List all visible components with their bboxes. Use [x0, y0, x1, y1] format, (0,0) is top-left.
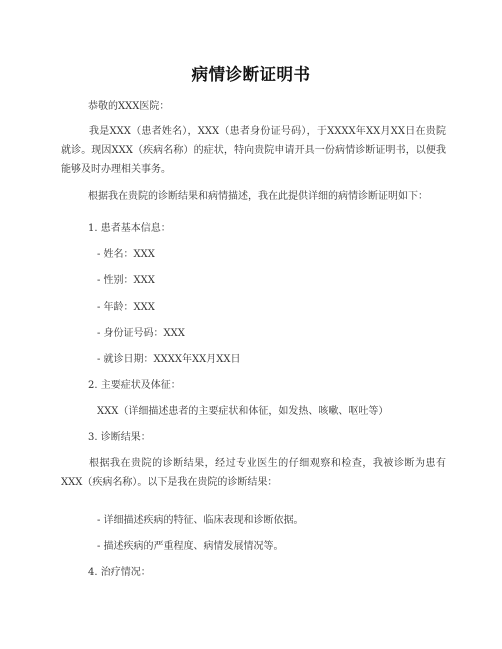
diagnosis-point-1: - 详细描述疾病的特征、临床表现和诊断依据。 — [97, 515, 304, 526]
document-title: 病情诊断证明书 — [191, 65, 311, 84]
basic-info-id: - 身份证号码：XXX — [97, 328, 185, 339]
basic-info-age: - 年龄：XXX — [97, 302, 155, 313]
basic-info-gender: - 性别：XXX — [97, 275, 155, 286]
lead-paragraph: 根据我在贵院的诊断结果和病情描述，我在此提供详细的病情诊断证明如下： — [88, 191, 428, 202]
section-2-text: XXX（详细描述患者的主要症状和体征，如发热、咳嗽、呕吐等） — [97, 406, 389, 417]
section-2-heading: 2. 主要症状及体征： — [88, 380, 181, 391]
section-1-heading: 1. 患者基本信息： — [88, 223, 171, 234]
diagnosis-point-2: - 描述疾病的严重程度、病情发展情况等。 — [97, 541, 284, 552]
intro-paragraph: 我是XXX（患者姓名），XXX（患者身份证号码），于XXXX年XX月XX日在贵院就诊。现因XXX（疾病名称）的症状，特向贵院申请开具一份病情诊断证明书，以便我能够及时办理相关事务。 — [61, 126, 446, 175]
section-3-heading: 3. 诊断结果： — [88, 432, 151, 443]
section-4-heading: 4. 治疗情况： — [88, 567, 151, 578]
salutation: 恭敬的XXX医院： — [88, 101, 170, 112]
section-3-text: 根据我在贵院的诊断结果，经过专业医生的仔细观察和检查，我被诊断为患有XXX（疾病名称）。以下是我在贵院的诊断结果： — [61, 458, 446, 488]
basic-info-visit-date: - 就诊日期：XXXX年XX月XX日 — [97, 354, 241, 365]
basic-info-name: - 姓名：XXX — [97, 249, 155, 260]
